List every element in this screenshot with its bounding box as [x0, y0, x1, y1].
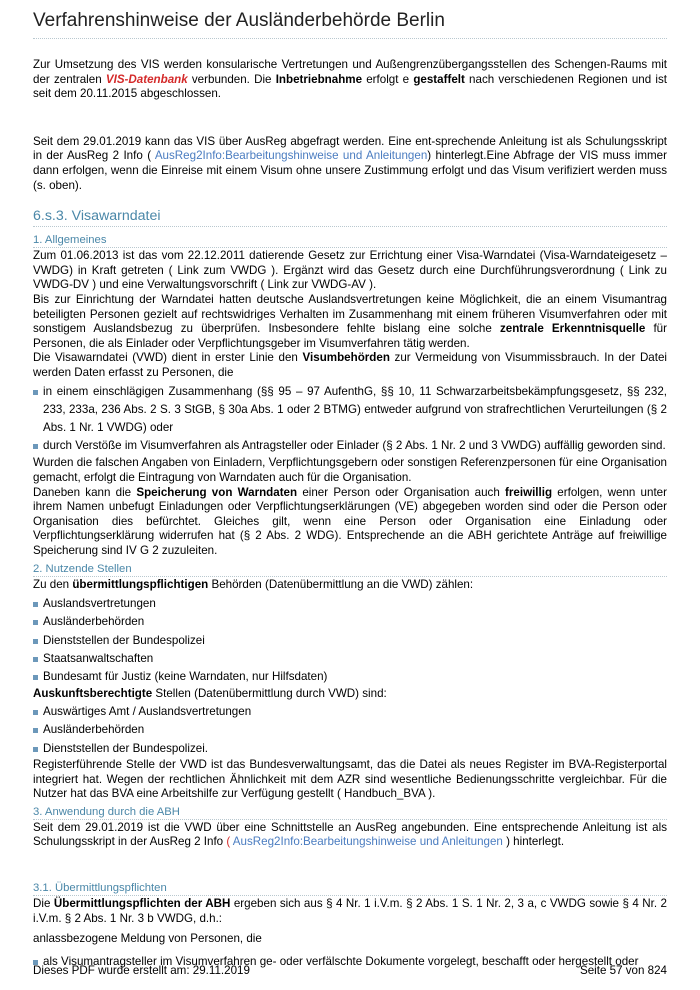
section-heading-visawarndatei: 6.s.3. Visawarndatei — [33, 208, 667, 227]
bullet-icon — [33, 657, 38, 662]
list-item: Bundesamt für Justiz (keine Warndaten, nur Hilfsdaten) — [33, 668, 667, 686]
nutzende-paragraph-2: Auskunftsberechtigte Stellen (Datenübermittlung durch VWD) sind: — [33, 686, 387, 700]
allgemeines-paragraph-1: Zum 01.06.2013 ist das vom 22.12.2011 datierende Gesetz zur Errichtung einer Visa-Warndatei (Visa-Warndateigesetz – VWDG) in Kraft getreten ( Link zum VWDG ). Ergänzt wird das Gesetz durch eine Durchführungsverordnung ( Link zu VWDG-DV ) und eine Verwaltungsvorschrift ( Link zur VWDG-AV ). — [33, 249, 667, 292]
bullet-icon — [33, 639, 38, 644]
intro-paragraph-1: Zur Umsetzung des VIS werden konsularische Vertretungen und Außengrenzübergangsstellen des Schengen-Raums mit der zentralen VIS-Datenbank verbunden. Die Inbetriebnahme erfolgt e gestaffelt nach verschiedenen Regionen und ist seit dem 20.11.2015 abgeschlossen. — [33, 58, 667, 101]
bullet-icon — [33, 675, 38, 680]
pdf-created-date: Dieses PDF wurde erstellt am: 29.11.2019 — [33, 964, 250, 977]
list-item: Ausländerbehörden — [33, 613, 667, 631]
list-item: durch Verstöße im Visumverfahren als Antragsteller oder Einlader (§ 2 Abs. 1 Nr. 2 und 3 VWDG) auffällig geworden sind. — [33, 437, 667, 455]
bullet-icon — [33, 728, 38, 733]
warndaten-criteria-list — [33, 383, 667, 456]
vis-datenbank-highlight: VIS-Datenbank — [105, 72, 188, 86]
list-item: Auslandsvertretungen — [33, 595, 667, 613]
page-title: Verfahrenshinweise der Ausländerbehörde Berlin — [33, 10, 667, 39]
uebermittlung-paragraph-1: Die Übermittlungspflichten der ABH ergeben sich aus § 4 Nr. 1 i.V.m. § 2 Abs. 1 S. 1 Nr. 2, 3 a, c VWDG sowie § 4 Nr. 2 i.V.m. § 2 Abs. 1 Nr. 3 b VWDG, d.h.: — [33, 897, 667, 925]
allgemeines-paragraph-5: Daneben kann die Speicherung von Warndaten einer Person oder Organisation auch freiwillig erfolgen, wenn unter ihrem Namen unbefugt Einladungen oder Verpflichtungserklärungen (VE) abgegeben worden sind oder die Person oder Organisation dies befürchtet. Gleiches gilt, wenn eine Person oder Organisation eine Einladung oder Verpflichtungserklärung widerrufen hat (§ 2 Abs. 2 WDG). Entsprechende an die ABH gerichtete Anträge auf freiwillige Speicherung sind IV G 2 zuzuleiten. — [33, 485, 667, 557]
bullet-icon — [33, 710, 38, 715]
allgemeines-paragraph-4: Wurden die falschen Angaben von Einladern, Verpflichtungsgebern oder sonstigen Referenzpersonen für eine Organisation gemacht, erfolgt die Eintragung von Warndaten auch für die Organisation. — [33, 456, 667, 484]
bullet-icon — [33, 390, 38, 395]
ausreg2info-link[interactable]: AusReg2Info:Bearbeitungshinweise und Anleitungen — [154, 149, 428, 163]
list-item: Dienststellen der Bundespolizei — [33, 632, 667, 650]
uebermittlung-paragraph-2: anlassbezogene Meldung von Personen, die — [33, 932, 262, 946]
bullet-icon — [33, 602, 38, 607]
bullet-icon — [33, 620, 38, 625]
subheading-allgemeines: 1. Allgemeines — [33, 234, 667, 248]
list-item: Auswärtiges Amt / Auslandsvertretungen — [33, 703, 667, 721]
nutzende-paragraph-3: Registerführende Stelle der VWD ist das Bundesverwaltungsamt, das die Datei als neues Register im BVA-Registerportal integriert hat. Wegen der rechtlichen Ähnlichkeit mit dem AZR sind wesentliche Bedienungsschritte vergleichbar. Für die Nutzer hat das BVA eine Arbeitshilfe zur Verfügung gestellt ( Handbuch_BVA ). — [33, 758, 667, 801]
subheading-nutzende-stellen: 2. Nutzende Stellen — [33, 563, 667, 577]
anwendung-paragraph: Seit dem 29.01.2019 ist die VWD über eine Schnittstelle an AusReg angebunden. Eine entsprechende Anleitung ist als Schulungsskript in der AusReg 2 Info ( AusReg2Info:Bearbeitungshinweise und Anleitungen ) hinterlegt. — [33, 820, 667, 849]
list-item: als Visumantragsteller im Visumverfahren ge- oder verfälschte Dokumente vorgelegt, beschafft oder hergestellt oder — [33, 953, 667, 971]
uebermittlungspflichtige-list — [33, 595, 667, 686]
page-footer — [33, 964, 667, 977]
allgemeines-paragraph-3: Die Visawarndatei (VWD) dient in erster Linie den Visumbehörden zur Vermeidung von Visummissbrauch. In der Datei werden Daten erfasst zu Personen, die — [33, 351, 668, 379]
list-item: Ausländerbehörden — [33, 721, 667, 739]
subheading-uebermittlungspflichten: 3.1. Übermittlungspflichten — [33, 882, 667, 896]
bullet-icon — [33, 747, 38, 752]
list-item: Dienststellen der Bundespolizei. — [33, 740, 667, 758]
intro-paragraph-2: Seit dem 29.01.2019 kann das VIS über AusReg abgefragt werden. Eine ent-sprechende Anleitung ist als Schulungsskript in der AusReg 2 Info ( AusReg2Info:Bearbeitungshinweise und Anleitungen) hinterlegt.Eine Abfrage der VIS muss immer dann erfolgen, wenn die Einreise mit einem Visum ohne unsere Zustimmung erfolgt und das Visum verifiziert werden muss (s. oben). — [33, 134, 667, 192]
document-page — [33, 10, 667, 971]
list-item: Staatsanwaltschaften — [33, 650, 667, 668]
auskunftsberechtigte-list — [33, 703, 667, 758]
page-number: Seite 57 von 824 — [579, 964, 667, 977]
allgemeines-paragraph-2: Bis zur Einrichtung der Warndatei hatten deutsche Auslandsvertretungen keine Möglichkeit, die an einem Visumantrag beteiligten Personen gezielt auf rechtswidriges Verhalten im Zusammenhang mit einem früheren Visumverfahren oder mit sonstigem Auslandsbezug zu überprüfen. Insbesondere fehlte bislang eine solche zentrale Erkenntnisquelle für Personen, die als Einlader oder Verpflichtungsgeber im Visumverfahren tätig werden. — [33, 292, 667, 350]
nutzende-paragraph-1: Zu den übermittlungspflichtigen Behörden (Datenübermittlung an die VWD) zählen: — [33, 578, 474, 592]
list-item: in einem einschlägigen Zusammenhang (§§ 95 – 97 AufenthG, §§ 10, 11 Schwarzarbeitsbekämpfungsgesetz, §§ 232, 233, 233a, 236 Abs. 2 S. 3 StGB, § 30a Abs. 1 oder 2 BTMG) entweder aufgrund von strafrechtlichen Verurteilungen (§ 2 Abs. 1 Nr. 1 VWDG) oder — [33, 383, 667, 438]
subheading-anwendung: 3. Anwendung durch die ABH — [33, 806, 667, 820]
ausreg2info-link-2[interactable]: AusReg2Info:Bearbeitungshinweise und Anleitungen — [232, 835, 503, 849]
bullet-icon — [33, 444, 38, 449]
